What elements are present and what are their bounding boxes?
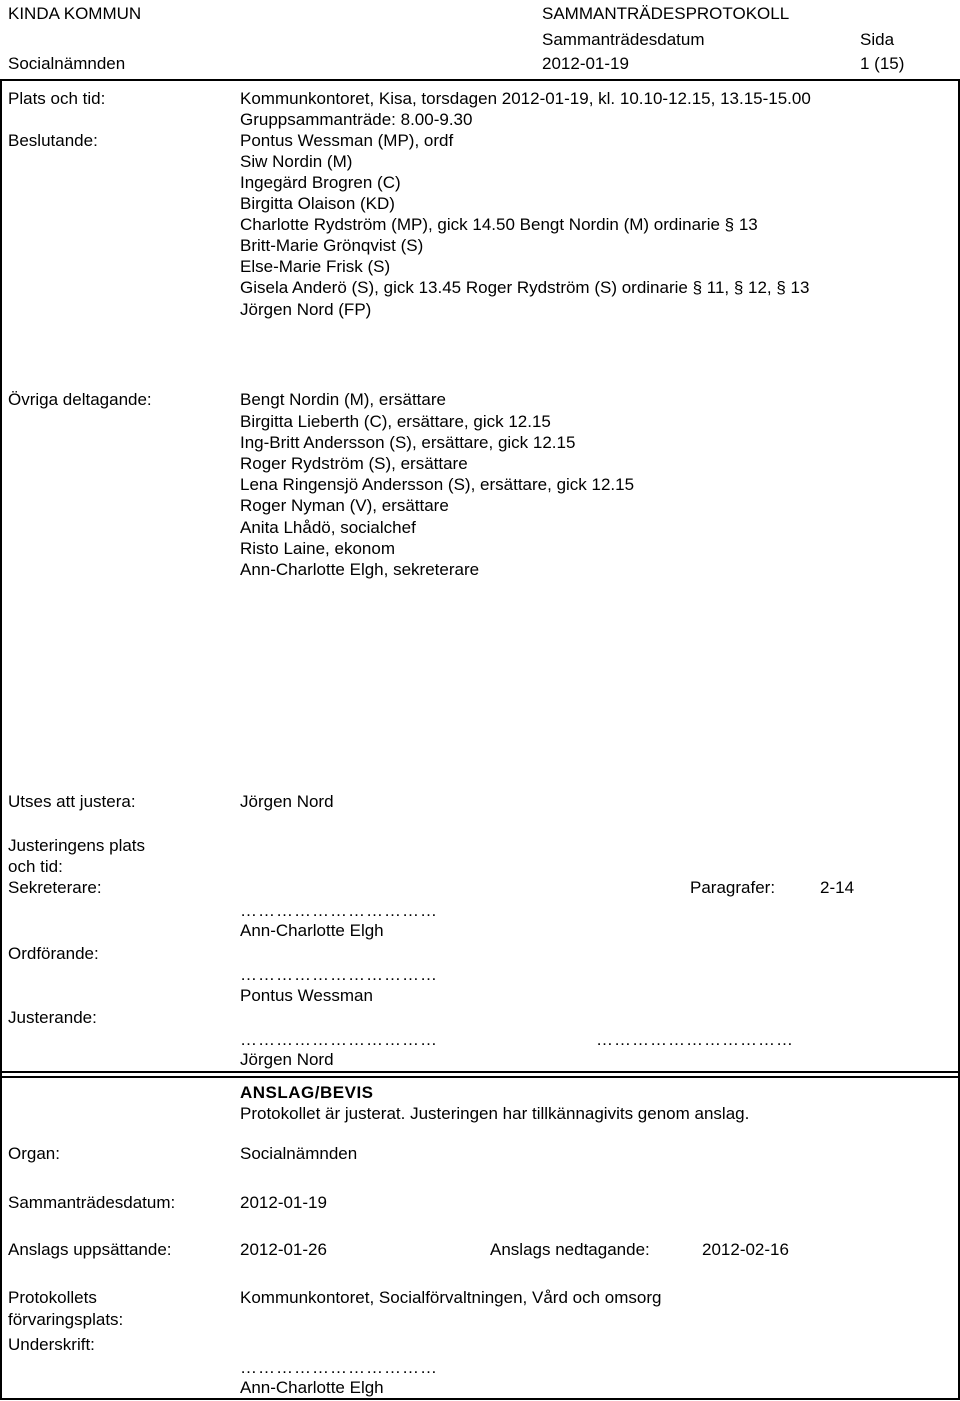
notice-text: Protokollet är justerat. Justeringen har tillkännagivits genom anslag. (240, 1104, 750, 1123)
page-label: Sida (860, 30, 895, 49)
signature-name: Ann-Charlotte Elgh (240, 1378, 384, 1397)
adjusting-label: Justerande: (8, 1008, 97, 1027)
participant-item: Birgitta Lieberth (C), ersättare, gick 12.15 (240, 412, 551, 431)
chair-name: Pontus Wessman (240, 986, 373, 1005)
signature-label: Underskrift: (8, 1335, 95, 1354)
posted-date: 2012-01-26 (240, 1240, 327, 1259)
page-number: 1 (15) (860, 54, 905, 73)
signature-line: …………………………… (240, 901, 438, 920)
notice-divider-bottom (0, 1076, 960, 1078)
participant-item: Ing-Britt Andersson (S), ersättare, gick 12.15 (240, 433, 576, 452)
adjuster-label: Utses att justera: (8, 792, 136, 811)
storage-label: Protokollets (8, 1288, 97, 1307)
notice-divider-top (0, 1071, 960, 1073)
doc-type: SAMMANTRÄDESPROTOKOLL (542, 4, 790, 23)
storage-value: Kommunkontoret, Socialförvaltningen, Vård och omsorg (240, 1288, 662, 1307)
storage-label-2: förvaringsplats: (8, 1310, 124, 1329)
decider-item: Pontus Wessman (MP), ordf (240, 131, 454, 150)
bottom-border (0, 1398, 960, 1400)
date-label: Sammanträdesdatum (542, 30, 705, 49)
signature-line: …………………………… (240, 1030, 438, 1049)
adjusting-name: Jörgen Nord (240, 1050, 334, 1069)
signature-line: …………………………… (240, 1358, 438, 1377)
left-border (0, 80, 2, 1400)
participant-item: Ann-Charlotte Elgh, sekreterare (240, 560, 480, 579)
place-time-label-2: och tid: (8, 857, 63, 876)
meeting-date: 2012-01-19 (542, 54, 629, 73)
meeting-date-label: Sammanträdesdatum: (8, 1193, 176, 1212)
adjuster-name: Jörgen Nord (240, 792, 334, 811)
signature-line: …………………………… (240, 965, 438, 984)
decider-item: Else-Marie Frisk (S) (240, 257, 391, 276)
participant-item: Anita Lhådö, socialchef (240, 518, 416, 537)
notice-title: ANSLAG/BEVIS (240, 1083, 374, 1102)
place-label: Plats och tid: (8, 89, 106, 108)
participant-item: Risto Laine, ekonom (240, 539, 395, 558)
organ-label: Organ: (8, 1144, 60, 1163)
paragraphs-label: Paragrafer: (690, 878, 776, 897)
decider-item: Britt-Marie Grönqvist (S) (240, 236, 424, 255)
decider-item: Jörgen Nord (FP) (240, 300, 372, 319)
place-time-label: Justeringens plats (8, 836, 146, 855)
decider-item: Charlotte Rydström (MP), gick 14.50 Bengt Nordin (M) ordinarie § 13 (240, 215, 758, 234)
committee-name: Socialnämnden (8, 54, 126, 73)
organ-value: Socialnämnden (240, 1144, 358, 1163)
decider-item: Siw Nordin (M) (240, 152, 353, 171)
secretary-name: Ann-Charlotte Elgh (240, 921, 384, 940)
participant-item: Bengt Nordin (M), ersättare (240, 390, 446, 409)
signature-line: …………………………… (596, 1030, 794, 1049)
decider-item: Birgitta Olaison (KD) (240, 194, 395, 213)
org-name: KINDA KOMMUN (8, 4, 142, 23)
place-line-2: Gruppsammanträde: 8.00-9.30 (240, 110, 473, 129)
decider-item: Gisela Anderö (S), gick 13.45 Roger Rydström (S) ordinarie § 11, § 12, § 13 (240, 278, 810, 297)
place-line-1: Kommunkontoret, Kisa, torsdagen 2012-01-19, kl. 10.10-12.15, 13.15-15.00 (240, 89, 811, 108)
others-label: Övriga deltagande: (8, 390, 152, 409)
participant-item: Lena Ringensjö Andersson (S), ersättare, gick 12.15 (240, 475, 635, 494)
secretary-label: Sekreterare: (8, 878, 102, 897)
decider-item: Ingegärd Brogren (C) (240, 173, 401, 192)
paragraphs-value: 2-14 (820, 878, 855, 897)
removed-date: 2012-02-16 (702, 1240, 789, 1259)
chair-label: Ordförande: (8, 944, 99, 963)
participant-item: Roger Rydström (S), ersättare (240, 454, 468, 473)
posted-label: Anslags uppsättande: (8, 1240, 172, 1259)
meeting-date-value: 2012-01-19 (240, 1193, 327, 1212)
header-divider (0, 79, 960, 81)
participant-item: Roger Nyman (V), ersättare (240, 496, 449, 515)
removed-label: Anslags nedtagande: (490, 1240, 650, 1259)
deciders-label: Beslutande: (8, 131, 98, 150)
